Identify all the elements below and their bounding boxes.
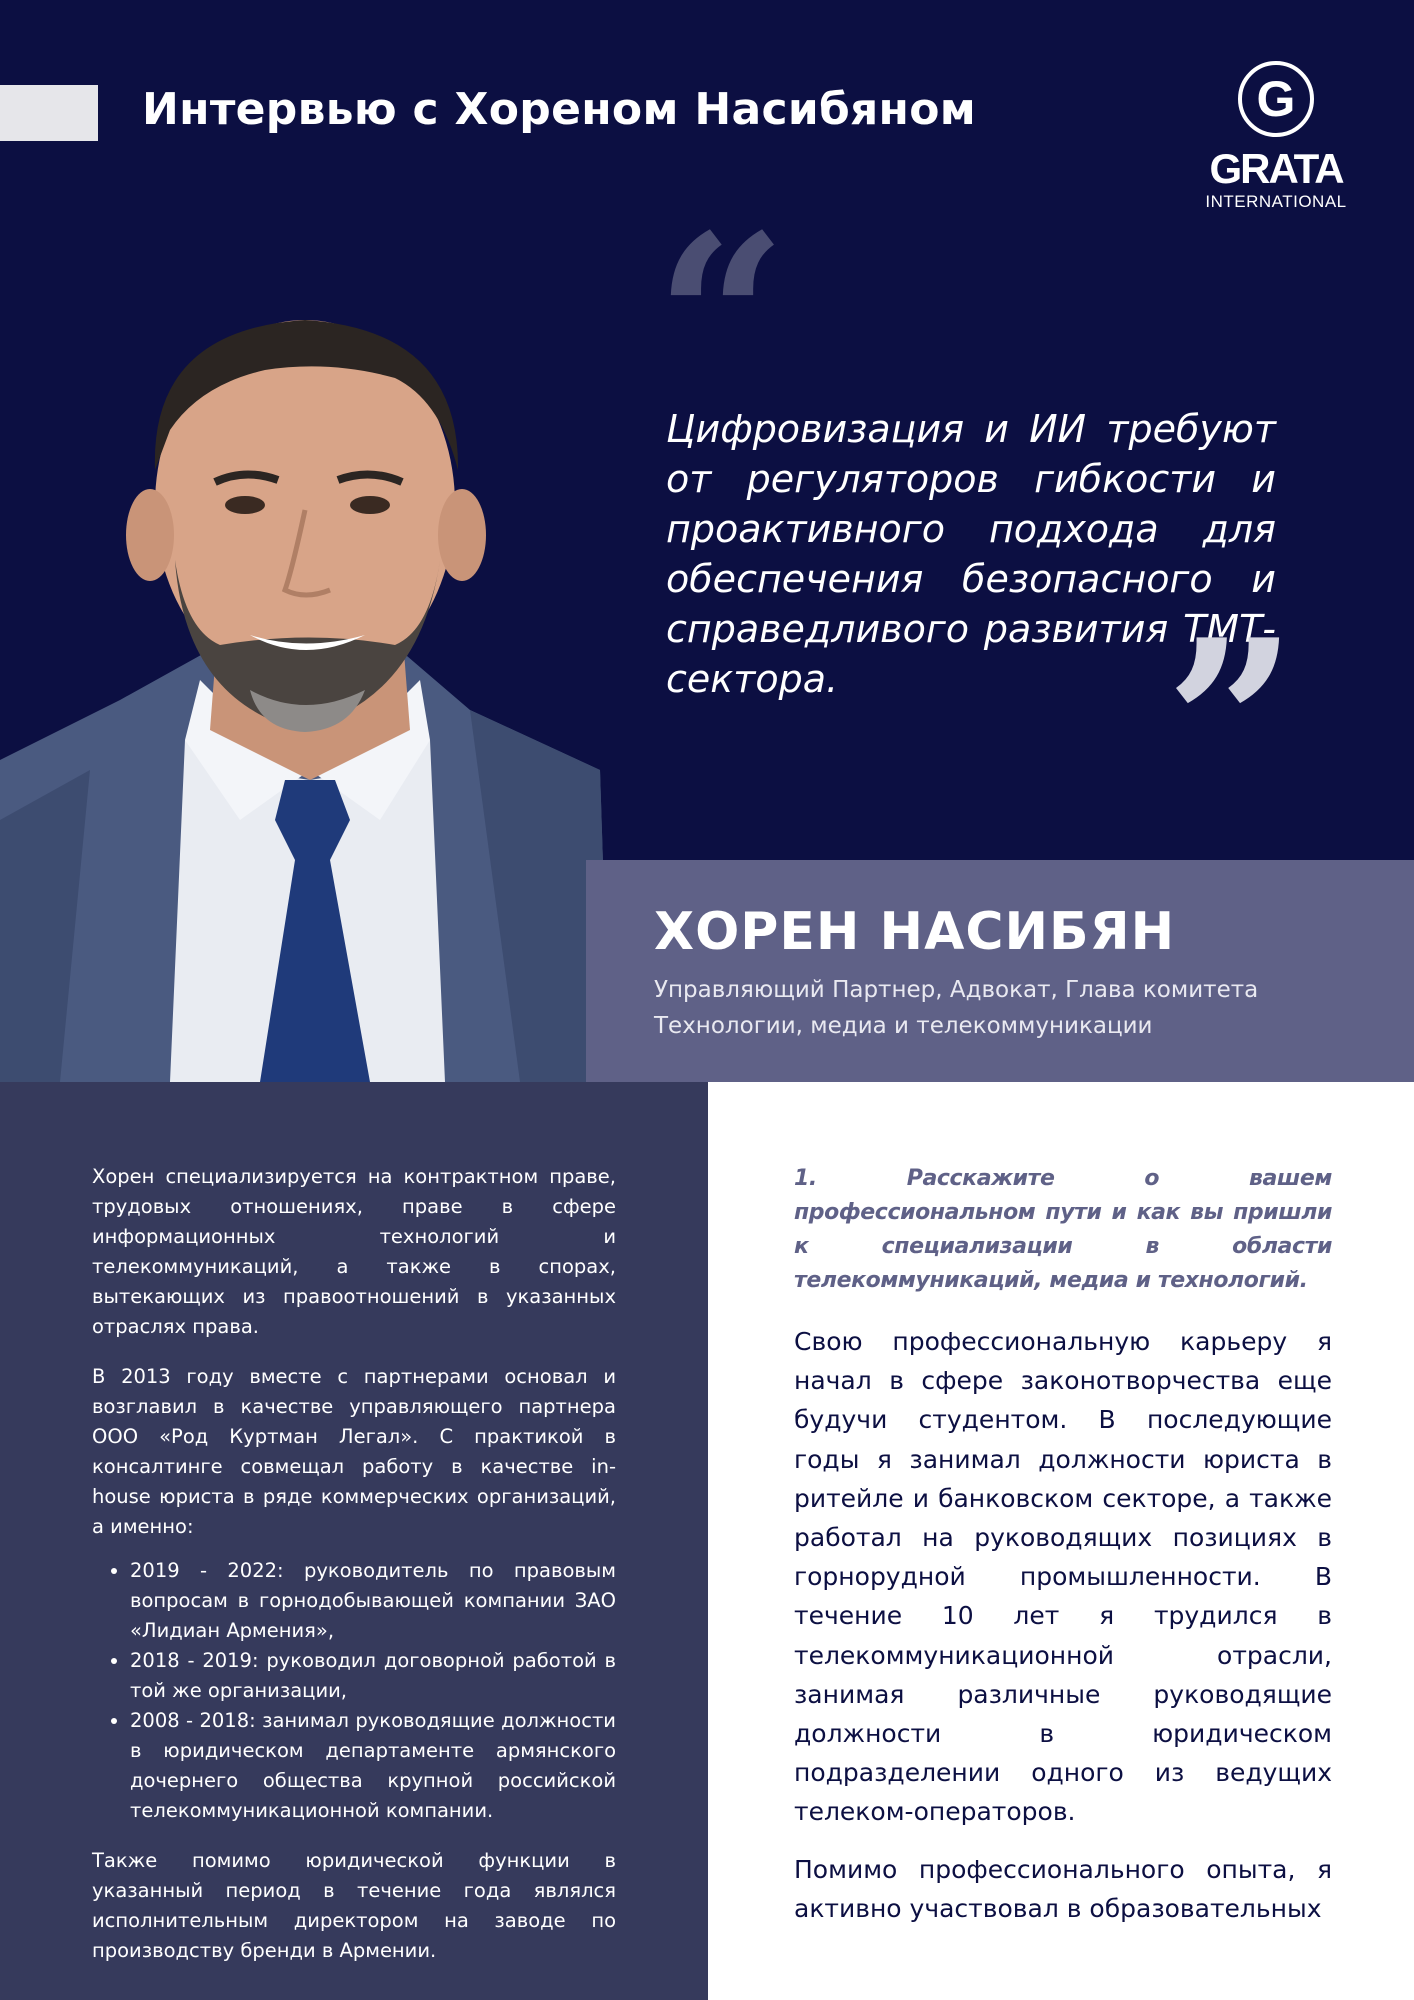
grata-logo — [1196, 60, 1356, 215]
list-item: • 2018 - 2019: руководил договорной работой в той же организации, — [130, 1646, 616, 1706]
logo-letter: G — [1256, 71, 1296, 127]
bio-paragraph-3: Также помимо юридической функции в указанный период в течение года являлся исполнительным директором на заводе по производству бренди в Армении. — [92, 1849, 616, 1962]
quote-open-icon: “ — [655, 185, 788, 455]
person-role — [654, 972, 1394, 1044]
portrait-photo — [0, 300, 610, 1082]
bio-section — [0, 1082, 708, 2000]
answer-1-paragraph-2: Помимо профессионального опыта, я активно участвовал в образовательных — [794, 1854, 1332, 1923]
bio-paragraph-2: В 2013 году вместе с партнерами основал и возглавил в качестве управляющего партнера ООО «Род Куртман Легал». С практикой в консалтинге совмещал работу в качестве in-house юриста в ряде коммерческих организаций, а именно: — [92, 1365, 616, 1538]
page-title: Интервью с Хореном Насибяном — [142, 84, 977, 135]
title-accent-bar — [0, 85, 98, 141]
grata-g-icon — [1237, 60, 1315, 138]
career-list — [92, 1556, 616, 1826]
bio-paragraph-1: Хорен специализируется на контрактном праве, трудовых отношениях, праве в сфере информационных технологий и телекоммуникаций, а также в спорах, вытекающих из правоотношений в указанных отраслях права. — [92, 1165, 616, 1338]
interview-section — [794, 1162, 1332, 1946]
list-item: • 2019 - 2022: руководитель по правовым вопросам в горнодобывающей компании ЗАО «Лидиан Армения», — [130, 1556, 616, 1646]
role-line-2: Технологии, медиа и телекоммуникации — [654, 1013, 1153, 1039]
person-name: ХОРЕН НАСИБЯН — [654, 902, 1176, 962]
role-line-1: Управляющий Партнер, Адвокат, Глава комитета — [654, 977, 1259, 1003]
logo-subtitle: INTERNATIONAL — [1205, 192, 1347, 211]
answer-1-paragraph-1: Свою профессиональную карьеру я начал в сфере законотворчества еще будучи студентом. В последующие годы я занимал должности юриста в ритейле и банковском секторе, а также работал на руководящих позициях в горнорудной промышленности. В течение 10 лет я трудился в телекоммуникационной отрасли, занимая различные руководящие должности в юридическом подразделении одного из ведущих телеком-операторов. — [794, 1327, 1332, 1827]
name-panel — [586, 860, 1414, 1082]
logo-wordmark: GRATA — [1209, 145, 1343, 192]
quote-close-icon: ” — [1165, 590, 1298, 860]
pull-quote: Цифровизация и ИИ требуют от регуляторов гибкости и проактивного подхода для обеспечения безопасного и справедливого развития ТМТ-сектора. — [666, 407, 1276, 701]
question-1: 1. Расскажите о вашем профессиональном пути и как вы пришли к специализации в области телекоммуникаций, медиа и технологий. — [794, 1166, 1332, 1293]
list-item: • 2008 - 2018: занимал руководящие должности в юридическом департаменте армянского дочернего общества крупной российской телекоммуникационной компании. — [130, 1706, 616, 1826]
